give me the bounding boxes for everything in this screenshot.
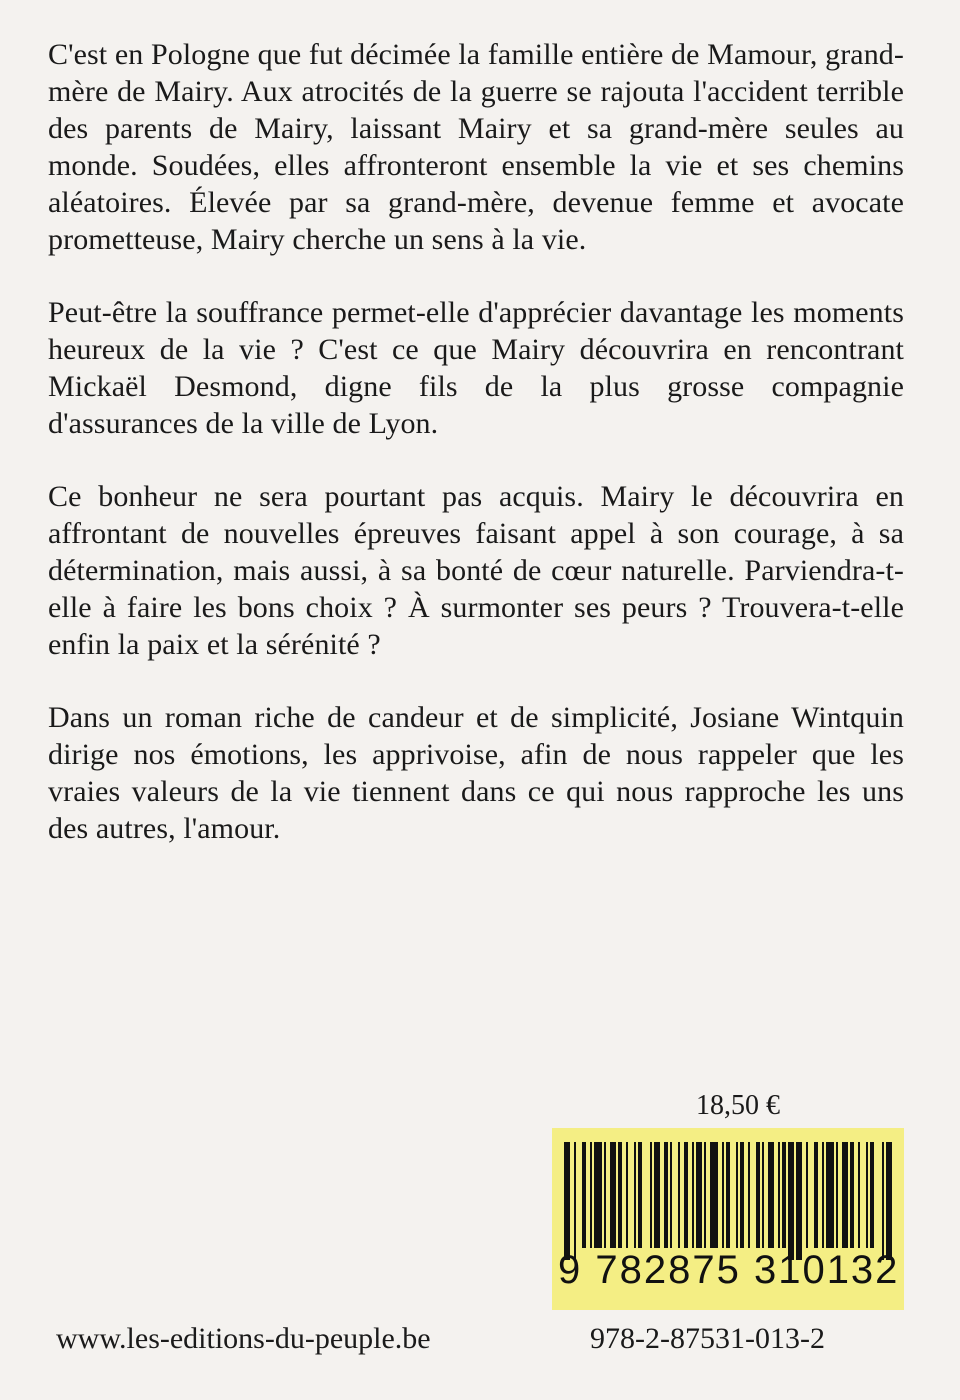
- blurb-paragraph-4: Dans un roman riche de candeur et de simplicité, Josiane Wintquin dirige nos émotions, les apprivoise, afin de nous rappeler que les vraies valeurs de la vie tiennent dans ce qui nous rapproche les uns des autres, l'amour.: [48, 701, 904, 845]
- blurb-paragraph-2: Peut-être la souffrance permet-elle d'apprécier davantage les moments heureux de la vie ? C'est ce que Mairy découvrira en rencontrant Mickaël Desmond, digne fils de la plus grosse compagnie d'assurances de la ville de Lyon.: [48, 296, 904, 440]
- barcode-label: [552, 1128, 904, 1310]
- barcode-icon: [560, 1142, 896, 1260]
- barcode-digits: 9 782875 310132: [558, 1248, 900, 1292]
- blurb-paragraph-1: C'est en Pologne que fut décimée la famille entière de Mamour, grand-mère de Mairy. Aux atrocités de la guerre se rajouta l'accident terrible des parents de Mairy, laissant Mairy et sa grand-mère seules au monde. Soudées, elles affronteront ensemble la vie et ses chemins aléatoires. Élevée par sa grand-mère, devenue femme et avocate prometteuse, Mairy cherche un sens à la vie.: [48, 38, 904, 256]
- price-label: 18,50 €: [696, 1090, 780, 1121]
- blurb-paragraph-3: Ce bonheur ne sera pourtant pas acquis. Mairy le découvrira en affrontant de nouvelles épreuves faisant appel à son courage, à sa détermination, mais aussi, à sa bonté de cœur naturelle. Parviendra-t-elle à faire les bons choix ? À surmonter ses peurs ? Trouvera-t-elle enfin la paix et la sérénité ?: [48, 480, 904, 661]
- publisher-website: www.les-editions-du-peuple.be: [56, 1322, 431, 1355]
- back-cover-blurb: [48, 36, 904, 883]
- isbn-number: 978-2-87531-013-2: [590, 1322, 825, 1355]
